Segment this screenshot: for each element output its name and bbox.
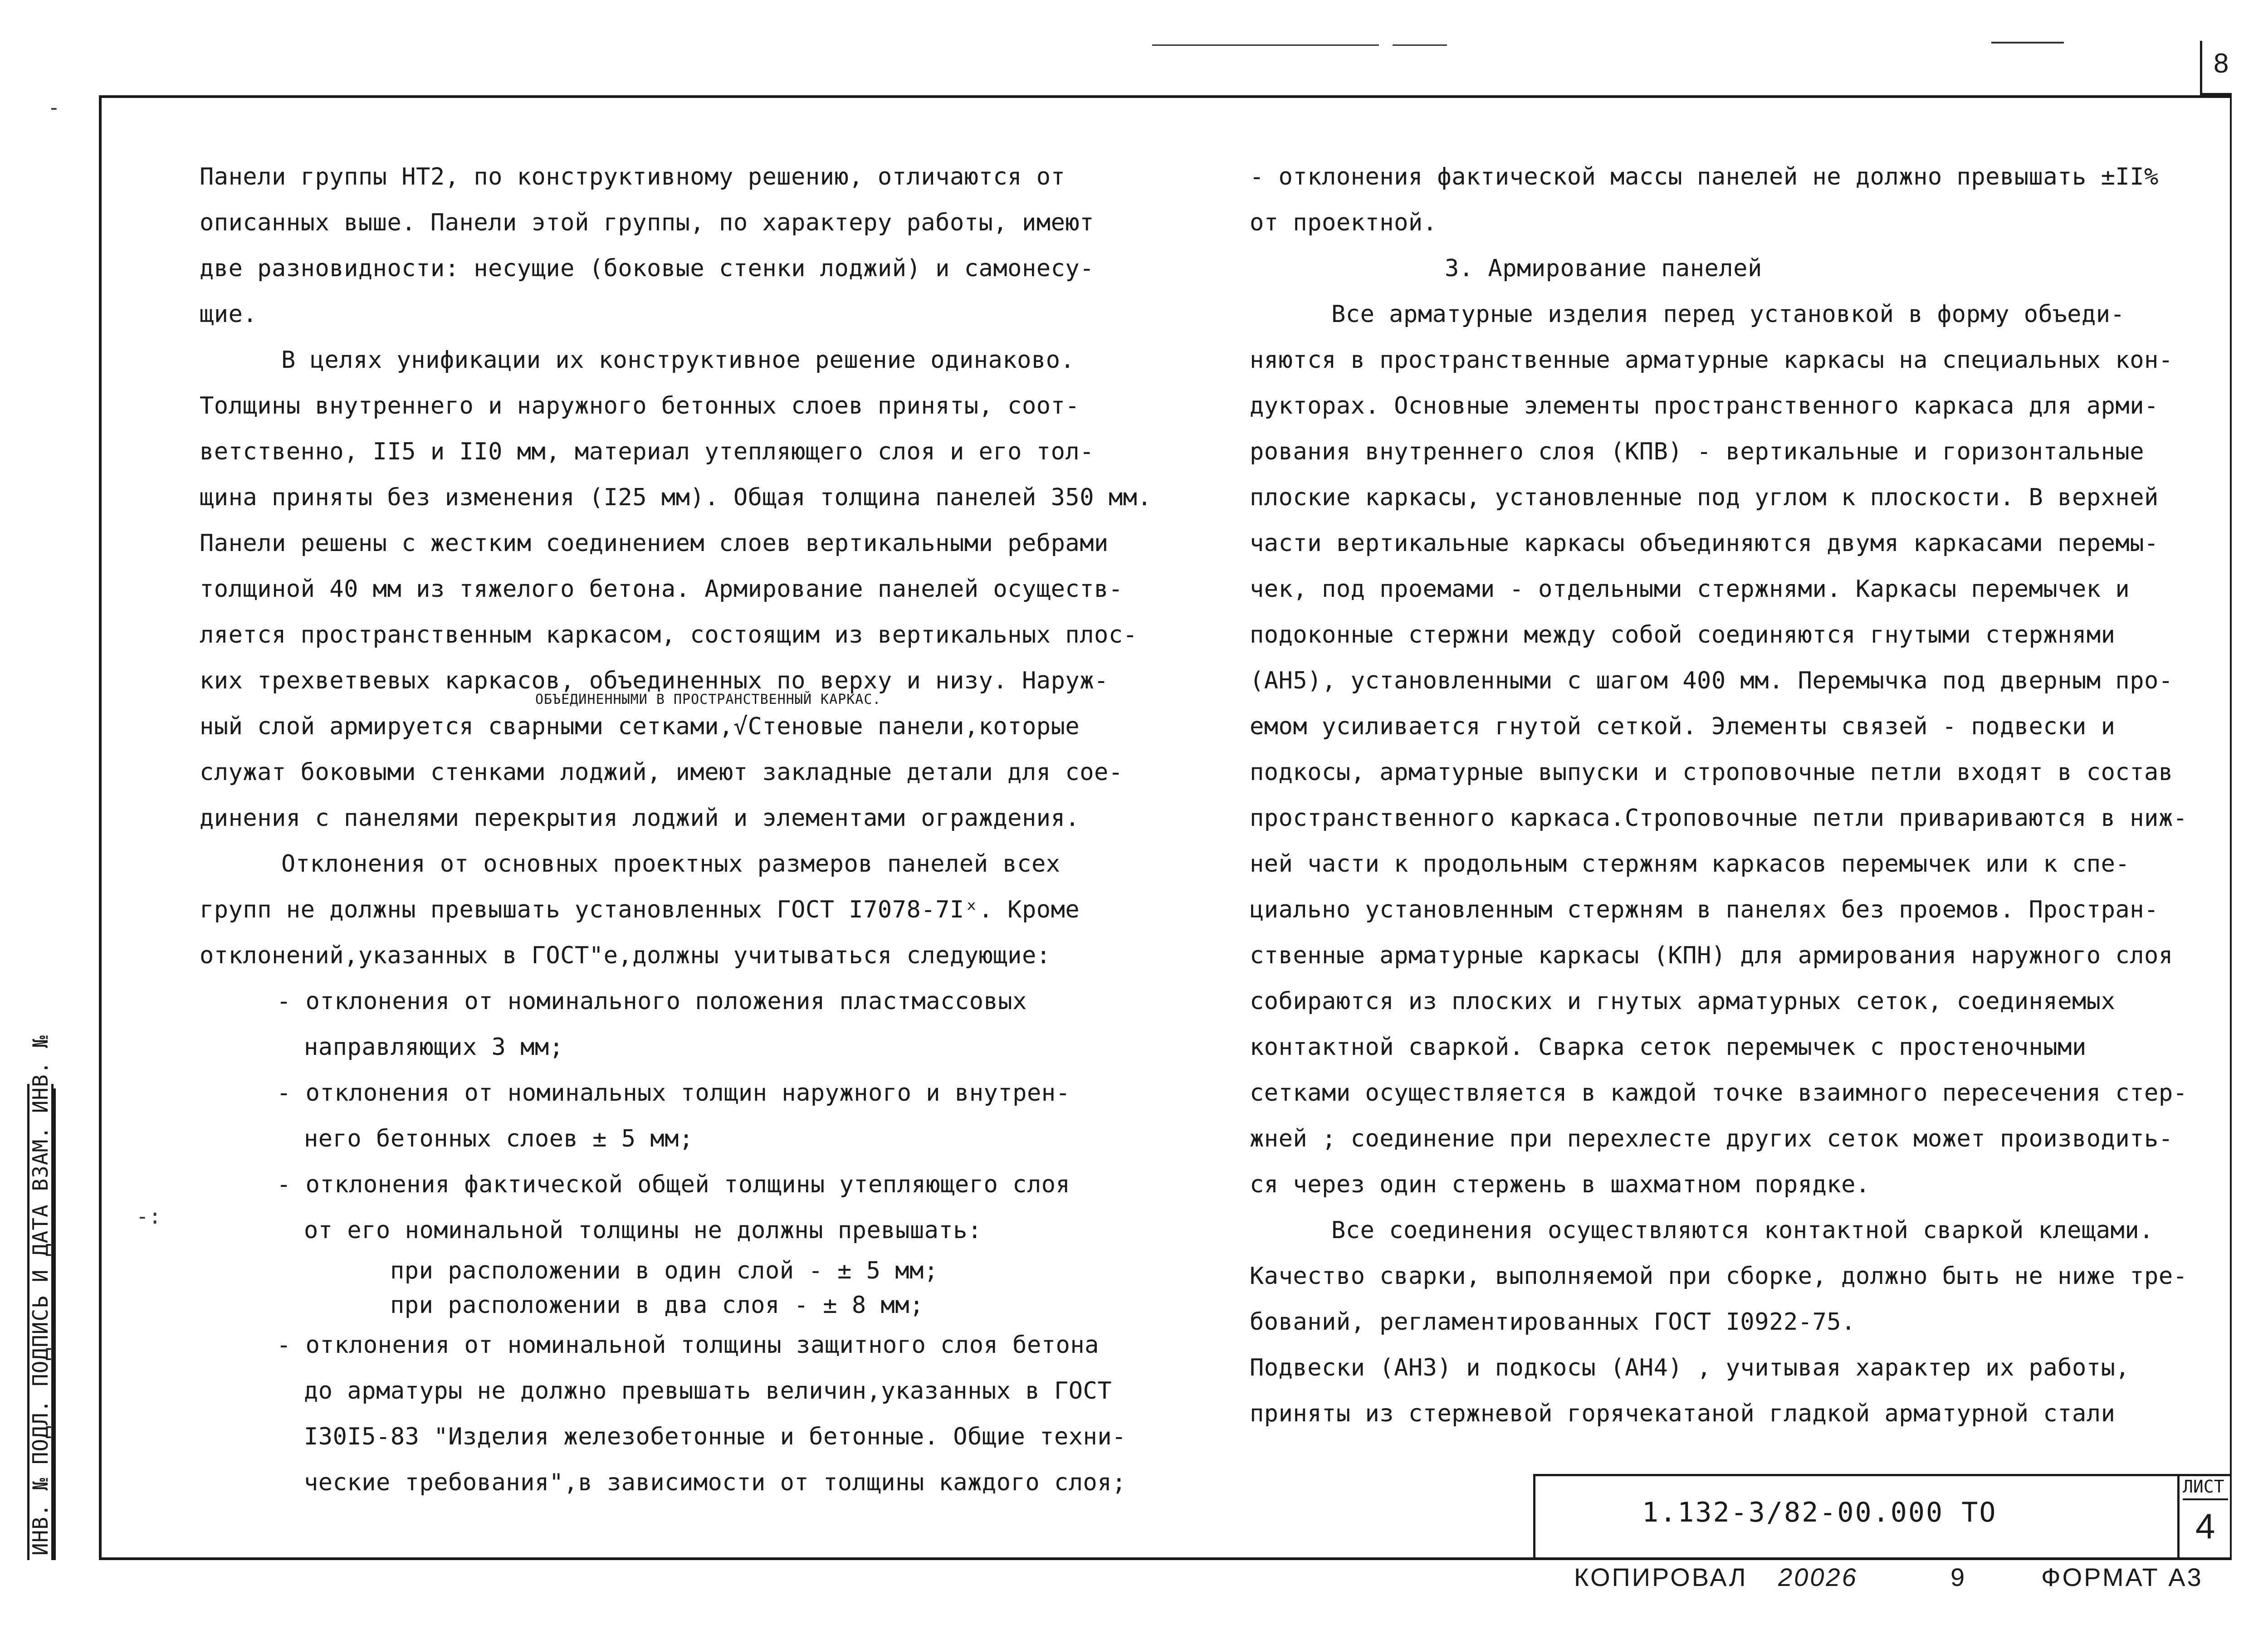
handwritten-insert: ОБЪЕДИНЕННЫМИ В ПРОСТРАНСТВЕННЫЙ КАРКАС. xyxy=(535,692,881,707)
text-line: плоские каркасы, установленные под углом к плоскости. В верхней xyxy=(1250,484,2159,511)
text-line: описанных выше. Панели этой группы, по характеру работы, имеют xyxy=(200,209,1095,236)
corner-number: 8 xyxy=(2214,48,2229,78)
text-line: жней ; соединение при перехлесте других сеток может производить- xyxy=(1250,1125,2173,1152)
text-line: ся через один стержень в шахматном порядке. xyxy=(1250,1171,1870,1198)
text-line: от его номинальной толщины не должны превышать: xyxy=(304,1217,982,1244)
text-line: Панели группы НТ2, по конструктивному решению, отличаются от xyxy=(200,163,1066,190)
footer-copied-number: 9 xyxy=(1950,1563,1967,1591)
text-line: щие. xyxy=(200,301,258,328)
text-line: отклонений,указанных в ГОСТ"е,должны учитываться следующие: xyxy=(200,942,1051,969)
text-line: ный слой армируется сварными сетками,√Стеновые панели,которые xyxy=(200,713,1080,740)
text-line: ляется пространственным каркасом, состоящим из вертикальных плос- xyxy=(200,621,1138,649)
text-line: Все соединения осуществляются контактной сваркой клещами. xyxy=(1331,1217,2154,1244)
text-line: приняты из стержневой горячекатаной гладкой арматурной стали xyxy=(1250,1400,2116,1427)
text-line: до арматуры не должно превышать величин,указанных в ГОСТ xyxy=(304,1377,1112,1405)
text-line: толщиной 40 мм из тяжелого бетона. Армирование панелей осуществ- xyxy=(200,576,1123,603)
text-line: направляющих 3 мм; xyxy=(304,1034,564,1061)
text-line: собираются из плоских и гнутых арматурных сеток, соединяемых xyxy=(1250,988,2116,1015)
top-rule xyxy=(1991,42,2064,44)
text-line: пространственного каркаса.Строповочные петли привариваются в ниж- xyxy=(1250,805,2188,832)
text-line: подкосы, арматурные выпуски и строповочные петли входят в состав xyxy=(1250,759,2173,786)
text-line: - отклонения от номинальных толщин наружного и внутрен- xyxy=(277,1079,1070,1107)
text-line: - отклонения от номинального положения пластмассовых xyxy=(277,988,1027,1015)
text-line: ственные арматурные каркасы (КПН) для армирования наружного слоя xyxy=(1250,942,2173,969)
text-line: рования внутреннего слоя (КПВ) - вертикальные и горизонтальные xyxy=(1250,438,2145,465)
side-stamp: ИНВ. № ПОДЛ. ПОДПИСЬ И ДАТА ВЗАМ. ИНВ. № xyxy=(27,1084,54,1560)
footer-copied-code: 20026 xyxy=(1778,1563,1858,1591)
text-line: Панели решены с жестким соединением слоев вертикальными ребрами xyxy=(200,530,1109,557)
left-text-column xyxy=(200,154,1152,1506)
text-line: няются в пространственные арматурные каркасы на специальных кон- xyxy=(1250,346,2173,374)
text-line: - отклонения от номинальной толщины защитного слоя бетона xyxy=(277,1332,1099,1359)
top-rule xyxy=(1393,44,1447,46)
text-line: бований, регламентированных ГОСТ I0922-75. xyxy=(1250,1308,1856,1336)
text-line: Качество сварки, выполняемой при сборке, должно быть не ниже тре- xyxy=(1250,1263,2188,1290)
text-line: ких трехветвевых каркасов, объединенных по верху и низу. Наруж- xyxy=(200,667,1109,694)
text-line: Подвески (АН3) и подкосы (АН4) , учитывая характер их работы, xyxy=(1250,1354,2130,1381)
text-line: 3. Армирование панелей xyxy=(1445,255,1762,282)
text-line: чек, под проемами - отдельными стержнями. Каркасы перемычек и xyxy=(1250,576,2130,603)
text-line: Отклонения от основных проектных размеров панелей всех xyxy=(281,850,1061,878)
footer-copied: КОПИРОВАЛ xyxy=(1574,1563,1748,1591)
text-line: (АН5), установленными с шагом 400 мм. Перемычка под дверным про- xyxy=(1250,667,2173,694)
text-line: I30I5-83 "Изделия железобетонные и бетонные. Общие техни- xyxy=(304,1423,1126,1450)
text-line: служат боковыми стенками лоджий, имеют закладные детали для сое- xyxy=(200,759,1123,786)
text-line: от проектной. xyxy=(1250,209,1437,236)
sheet-label: ЛИСТ xyxy=(2183,1477,2228,1500)
margin-mark: -: xyxy=(136,1204,161,1229)
text-line: - отклонения фактической массы панелей не должно превышать ±II% xyxy=(1250,163,2159,190)
text-line: Толщины внутреннего и наружного бетонных слоев приняты, соот- xyxy=(200,392,1080,420)
text-line: Все арматурные изделия перед установкой в форму объеди- xyxy=(1331,301,2125,328)
right-text-column xyxy=(1250,154,2202,1437)
sheet-number: 4 xyxy=(2195,1506,2215,1546)
text-line: подоконные стержни между собой соединяются гнутыми стержнями xyxy=(1250,621,2116,649)
text-line: - отклонения фактической общей толщины утепляющего слоя xyxy=(277,1171,1070,1198)
footer-format: ФОРМАТ А3 xyxy=(2041,1563,2203,1591)
side-stamp-frame xyxy=(54,1088,101,1560)
text-line: емом усиливается гнутой сеткой. Элементы связей - подвески и xyxy=(1250,713,2116,740)
text-line: динения с панелями перекрытия лоджий и элементами ограждения. xyxy=(200,805,1080,832)
text-line: части вертикальные каркасы объединяются двумя каркасами перемы- xyxy=(1250,530,2159,557)
text-line: при расположении в два слоя - ± 8 мм; xyxy=(390,1292,924,1319)
text-line: В целях унификации их конструктивное решение одинаково. xyxy=(281,346,1075,374)
text-line: при расположении в один слой - ± 5 мм; xyxy=(390,1257,938,1284)
text-line: дукторах. Основные элементы пространственного каркаса для арми- xyxy=(1250,392,2159,420)
text-line: ней части к продольным стержням каркасов перемычек или к спе- xyxy=(1250,850,2130,878)
text-line: групп не должны превышать установленных ГОСТ I7078-7Iˣ. Кроме xyxy=(200,896,1080,923)
text-line: сетками осуществляется в каждой точке взаимного пересечения стер- xyxy=(1250,1079,2188,1107)
text-line: щина приняты без изменения (I25 мм). Общая толщина панелей 350 мм. xyxy=(200,484,1152,511)
text-line: ветственно, II5 и II0 мм, материал утепляющего слоя и его тол- xyxy=(200,438,1095,465)
text-line: ческие требования",в зависимости от толщины каждого слоя; xyxy=(304,1469,1126,1496)
text-line: него бетонных слоев ± 5 мм; xyxy=(304,1125,694,1152)
text-line: две разновидности: несущие (боковые стенки лоджий) и самонесу- xyxy=(200,255,1095,282)
text-line: контактной сваркой. Сварка сеток перемычек с простеночными xyxy=(1250,1034,2087,1061)
margin-mark: - xyxy=(48,95,60,120)
text-line: циально установленным стержням в панелях без проемов. Простран- xyxy=(1250,896,2159,923)
top-rule xyxy=(1152,44,1379,46)
document-code: 1.132-3/82-00.000 ТО xyxy=(1642,1497,1997,1528)
